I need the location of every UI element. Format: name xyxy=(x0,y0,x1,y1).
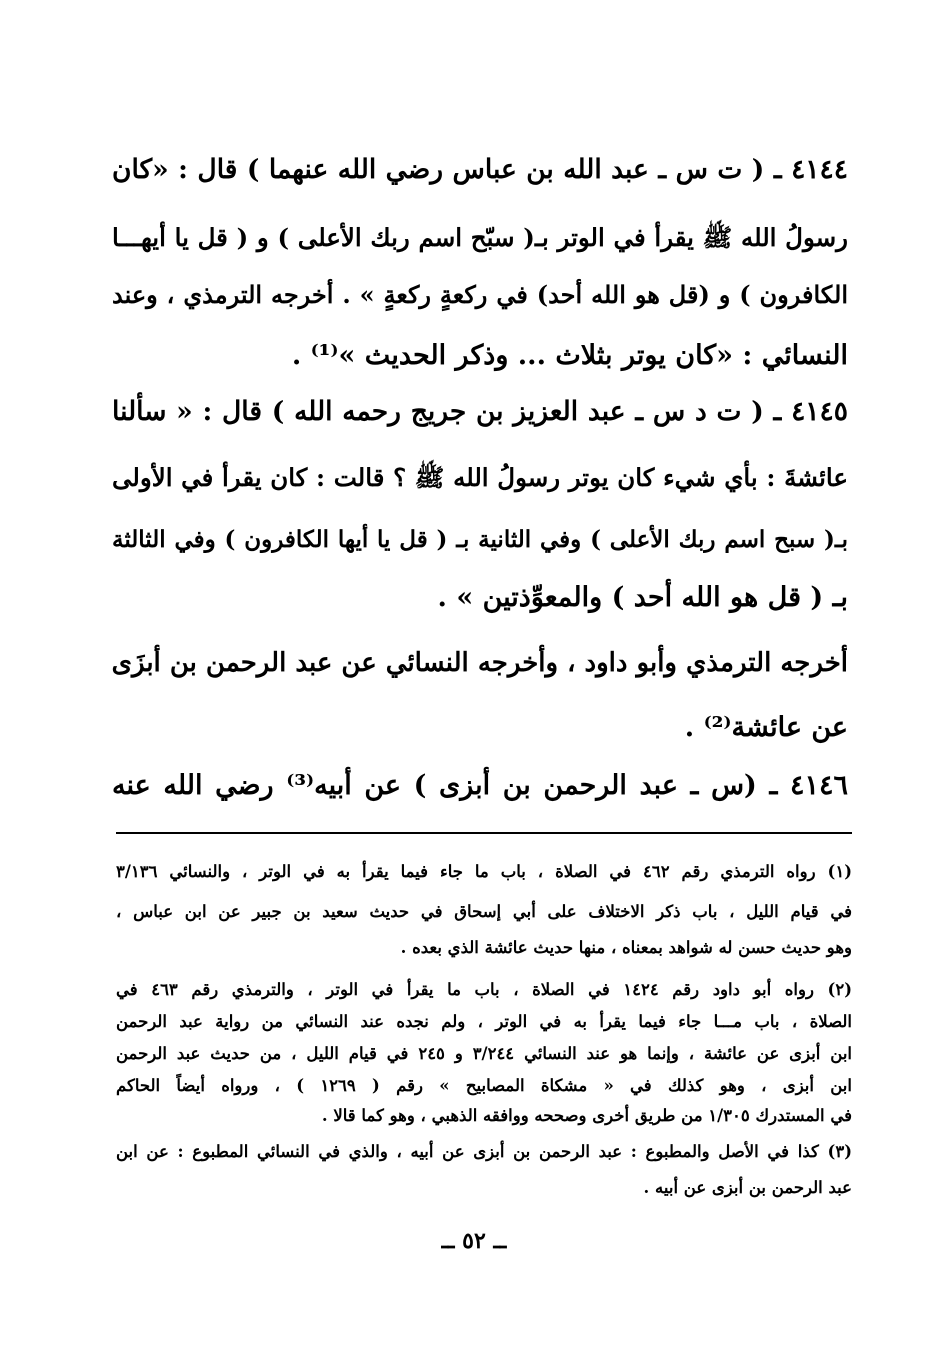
footnote-2-line-2: الصلاة ، باب مـــا جاء فيما يقرأ به في الوتر ، ولم نجده عند النسائي من رواية عبد الرحمن xyxy=(116,1012,852,1031)
page-number: ــ ٥٢ ــ xyxy=(441,1228,507,1254)
footnote-2-line-1: (٢) رواه أبو داود رقم ١٤٢٤ في الصلاة ، باب ما يقرأ في الوتر ، والترمذي رقم ٤٦٣ في xyxy=(116,980,852,999)
hadith-4145-line-4: بـ ( قل هو الله أحد ) والمعوِّذتين » . xyxy=(437,582,848,613)
hadith-4145-line-3: بـ( سبح اسم ربك الأعلى ) وفي الثانية بـ ( قل يا أيها الكافرون ) وفي الثالثة xyxy=(112,526,848,553)
hadith-4144-line-2: رسولُ الله ﷺ يقرأ في الوتر بـ( سبّح اسم ربك الأعلى ) و ( قل يا أيهـــا xyxy=(112,223,848,252)
footnote-1-line-1: (١) رواه الترمذي رقم ٤٦٢ في الصلاة ، باب ما جاء فيما يقرأ به في الوتر ، والنسائي ٣/١٣٦ xyxy=(116,862,852,881)
hadith-4144-line-3: الكافرون ) و (قل هو الله أحد) في ركعةٍ ركعةٍ » . أخرجه الترمذي ، وعند xyxy=(112,280,848,309)
footnote-3-line-1: (٣) كذا في الأصل والمطبوع : عبد الرحمن بن أبزى عن أبيه ، والذي في النسائي المطبوع : عن ابن xyxy=(116,1142,853,1161)
footnote-2-line-5: في المستدرك ١/٣٠٥ من طريق أخرى وصححه ووافقه الذهبي ، وهو كما قالا . xyxy=(321,1106,852,1125)
footnote-2-line-3: ابن أبزى عن عائشة ، وإنما هو عند النسائي ٣/٢٤٤ و ٢٤٥ في قيام الليل ، من حديث عبد الرحمن xyxy=(116,1044,853,1063)
hadith-4146-line-1: ٤١٤٦ ـ (س ـ عبد الرحمن بن أبزى ) عن أبيه⁽³⁾ رضي الله عنه xyxy=(112,770,848,801)
hadith-4144-line-4: النسائي : «كان يوتر بثلاث ... وذكر الحديث »⁽¹⁾ . xyxy=(291,340,848,371)
footnote-1-line-3: وهو حديث حسن له شواهد بمعناه ، منها حديث عائشة الذي بعده . xyxy=(400,938,852,957)
hadith-4144-line-1: ٤١٤٤ ـ ( ت س ـ عبد الله بن عباس رضي الله عنهما ) قال : «كان xyxy=(112,154,848,185)
footnote-3-line-2: عبد الرحمن بن أبزى عن أبيه . xyxy=(643,1178,852,1197)
footnote-separator xyxy=(116,832,852,834)
hadith-4145-takhrij-line-2: عن عائشة⁽²⁾ . xyxy=(684,712,848,743)
hadith-4145-takhrij-line-1: أخرجه الترمذي وأبو داود ، وأخرجه النسائي عن عبد الرحمن بن أبزَى xyxy=(111,648,848,678)
footnote-1-line-2: في قيام الليل ، باب ذكر الاختلاف على أبي إسحاق في حديث سعيد بن جبير عن ابن عباس ، xyxy=(116,902,852,921)
hadith-4145-line-1: ٤١٤٥ ـ ( ت د س ـ عبد العزيز بن جريج رحمه الله ) قال : « سألنا xyxy=(112,396,848,427)
hadith-4145-line-2: عائشةَ : بأي شيء كان يوتر رسولُ الله ﷺ ؟ قالت : كان يقرأ في الأولى xyxy=(112,463,848,492)
footnote-2-line-4: ابن أبزى ، وهو كذلك في « مشكاة المصابيح » رقم ( ١٢٦٩ ) ، ورواه أيضاً الحاكم xyxy=(116,1076,852,1095)
